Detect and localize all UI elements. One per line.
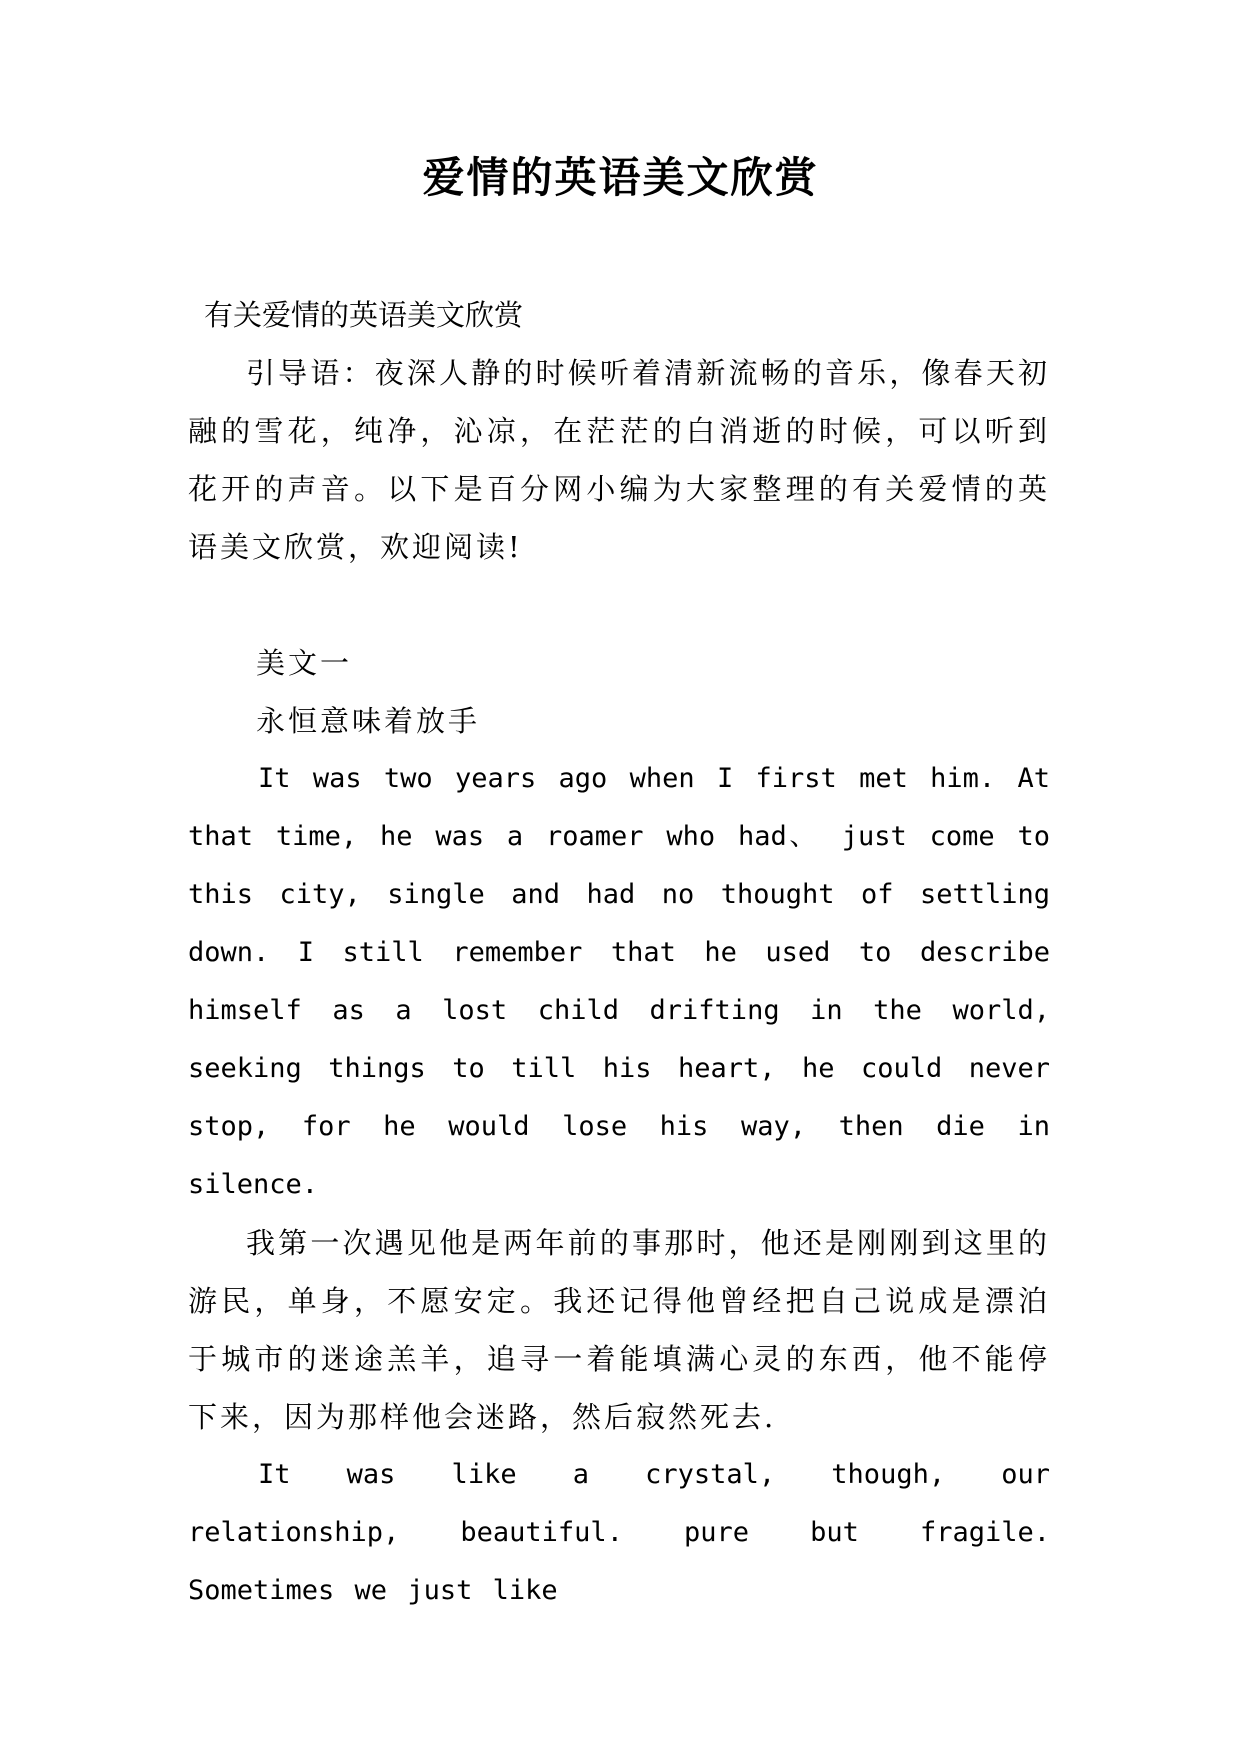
- document-subtitle: 有关爱情的英语美文欣赏: [204, 298, 524, 332]
- section-label: 美文一: [256, 646, 353, 680]
- paragraph-spacer: [188, 576, 1050, 634]
- section-title: 永恒意味着放手: [256, 704, 481, 738]
- chinese-paragraph-1: 我第一次遇见他是两年前的事那时，他还是刚刚到这里的游民，单身，不愿安定。我还记得他曾经把自己说成是漂泊于城市的迷途羔羊，追寻一着能填满心灵的东西，他不能停下来，因为那样他会迷路，然后寂然死去.: [188, 1226, 1050, 1434]
- intro-paragraph: 引导语：夜深人静的时候听着清新流畅的音乐，像春天初融的雪花，纯净，沁凉，在茫茫的白消逝的时候，可以听到花开的声音。以下是百分网小编为大家整理的有关爱情的英语美文欣赏，欢迎阅读!: [188, 356, 1050, 564]
- document-body: [188, 286, 1050, 1620]
- english-paragraph-1: It was two years ago when I first met him. At that time, he was a roamer who had、 just come to this city, single and had no thought of settling down. I still remember that he used to describe himself as a lost child drifting in the world, seeking things to till his heart, he could never stop, for he would lose his way, then die in silence.: [188, 763, 1050, 1200]
- english-paragraph-2: It was like a crystal, though, our relationship, beautiful. pure but fragile. Sometimes we just like: [188, 1459, 1050, 1606]
- document-title: 爱情的英语美文欣赏: [422, 153, 819, 202]
